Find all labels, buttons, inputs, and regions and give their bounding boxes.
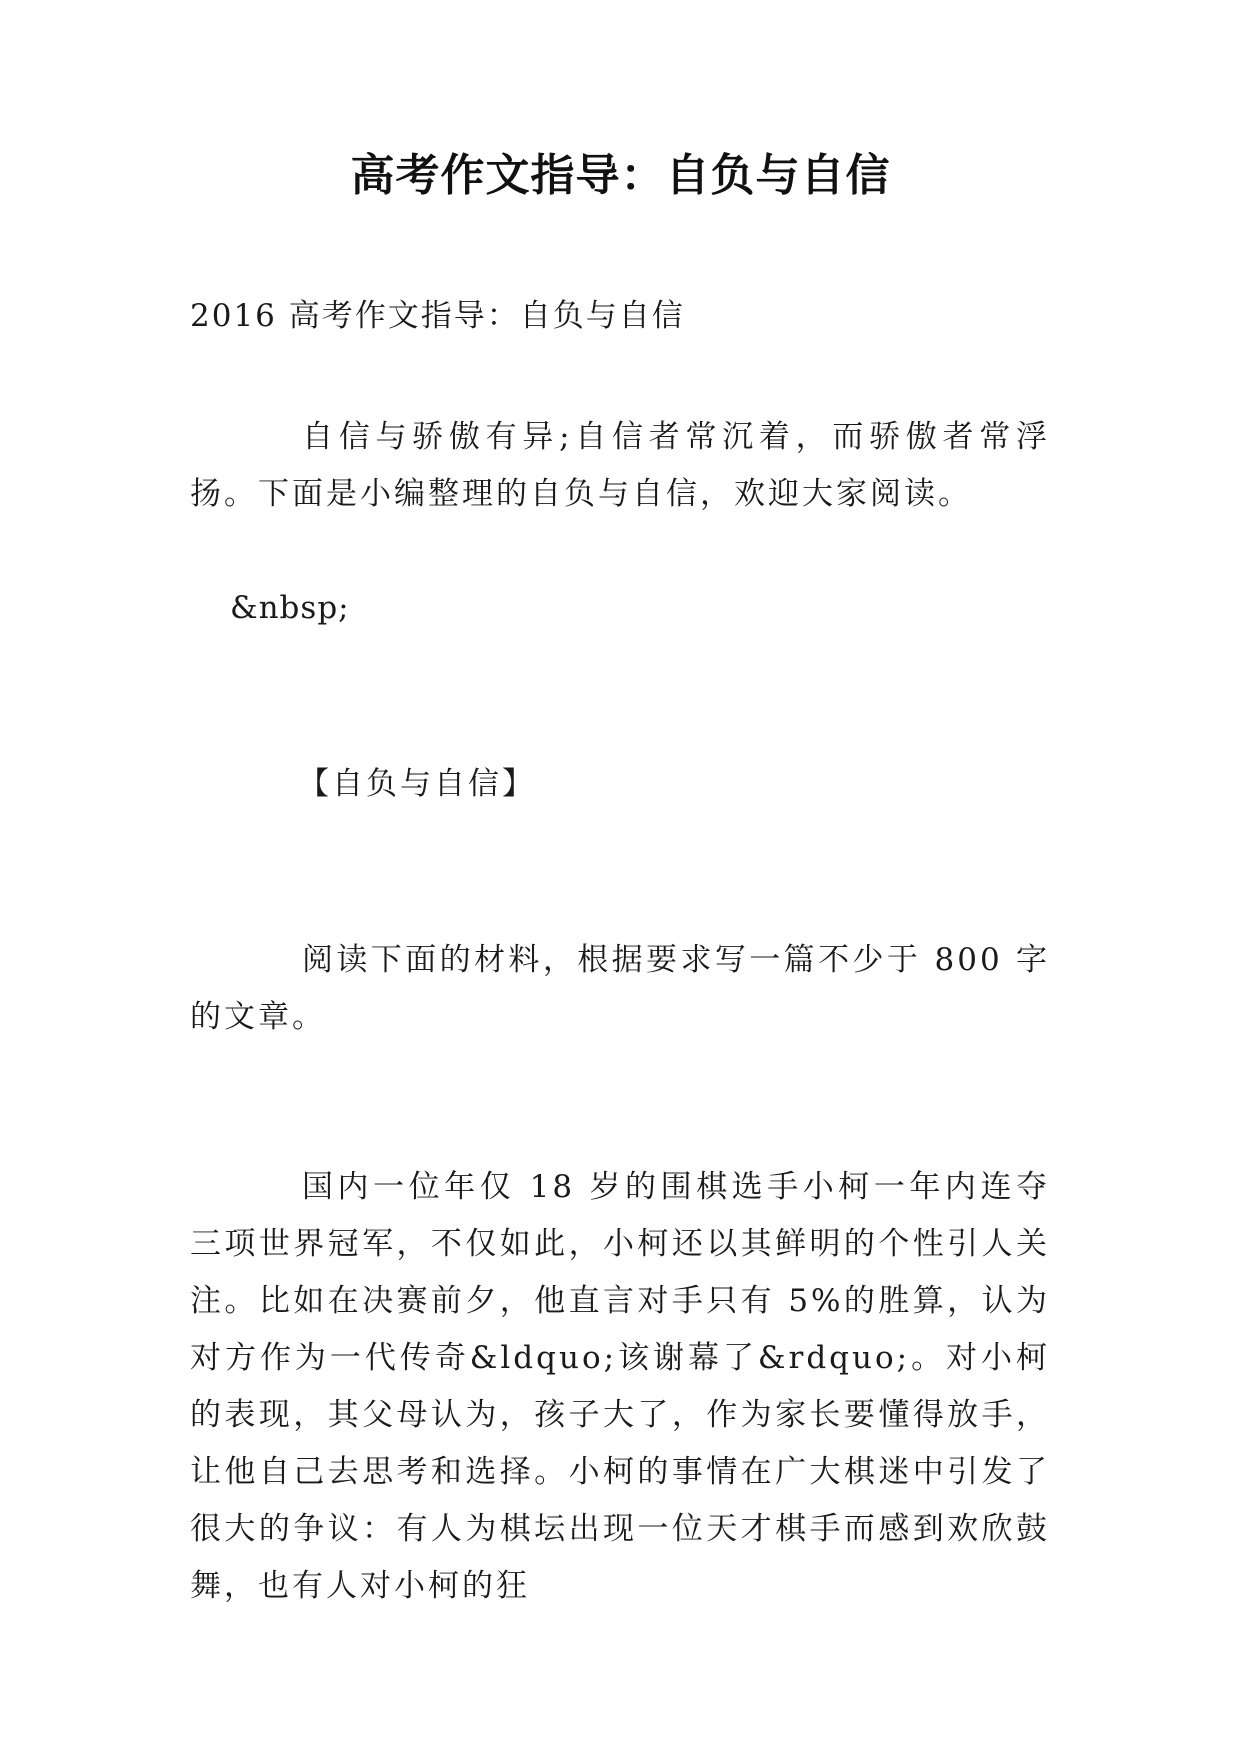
section-heading: 【自负与自信】 [298, 766, 536, 802]
prompt-paragraph: 阅读下面的材料，根据要求写一篇不少于 800 字的文章。 [190, 942, 1050, 1035]
material-paragraph: 国内一位年仅 18 岁的围棋选手小柯一年内连夺三项世界冠军，不仅如此，小柯还以其鲜明的个性引人关注。比如在决赛前夕，他直言对手只有 5%的胜算，认为对方作为一代传奇&ldquo;该谢幕了&rdquo;。对小柯的表现，其父母认为，孩子大了，作为家长要懂得放手，让他自己去思考和选择。小柯的事情在广大棋迷中引发了很大的争议：有人为棋坛出现一位天才棋手而感到欢欣鼓舞，也有人对小柯的狂 [190, 1169, 1050, 1604]
nbsp-placeholder-text: &nbsp; [230, 590, 350, 626]
document-title: 高考作文指导：自负与自信 [350, 150, 891, 201]
intro-paragraph: 自信与骄傲有异;自信者常沉着，而骄傲者常浮扬。下面是小编整理的自负与自信，欢迎大家阅读。 [190, 419, 1050, 512]
document-subtitle: 2016 高考作文指导：自负与自信 [190, 298, 685, 334]
